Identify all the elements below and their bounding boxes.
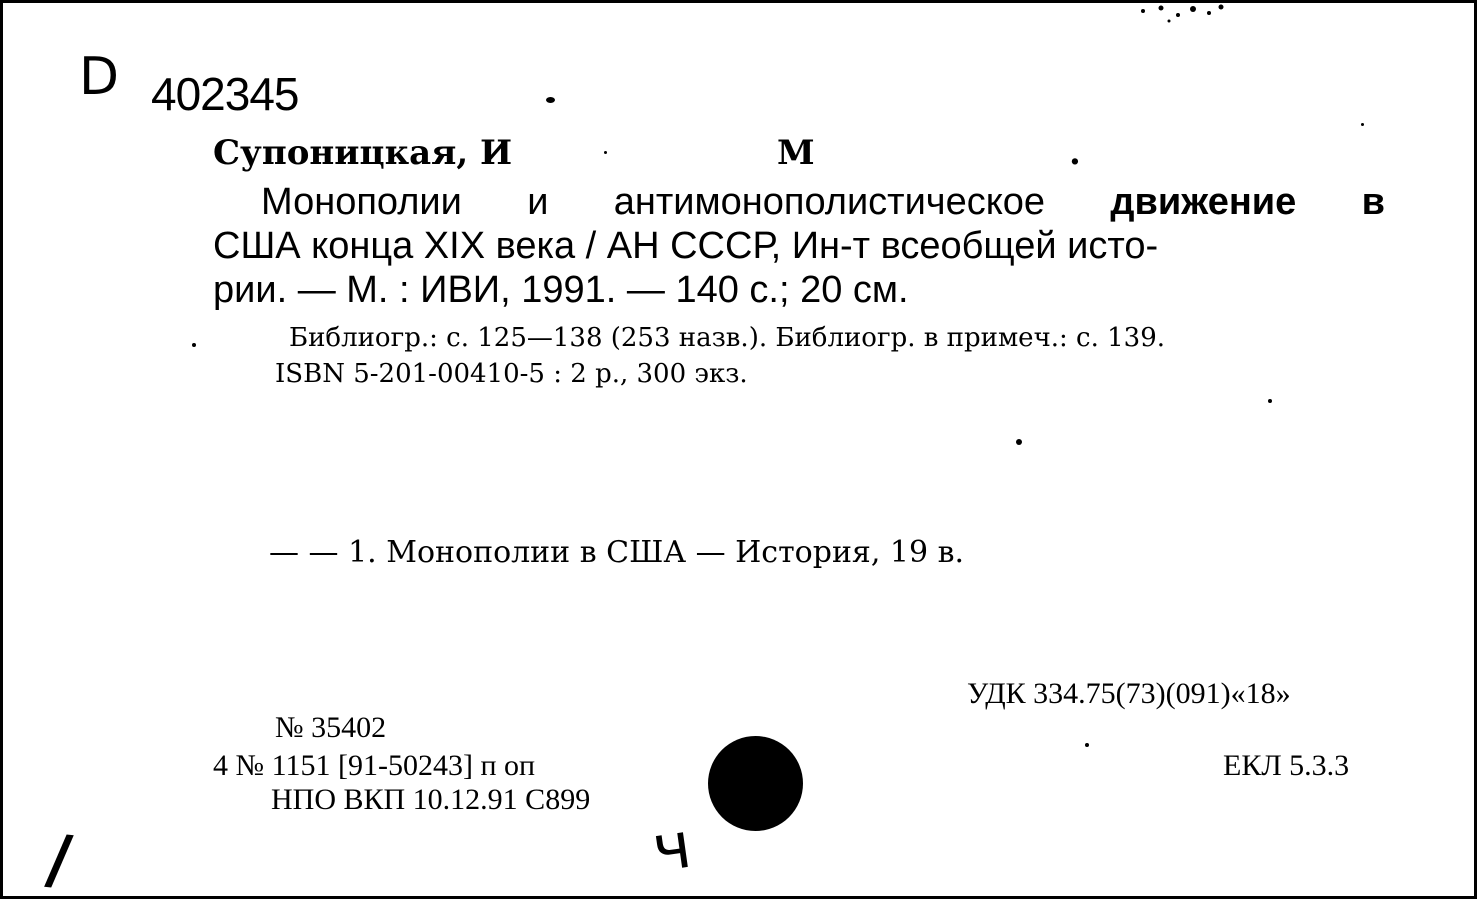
shelf-mark-number: 402345 <box>151 68 299 120</box>
speck <box>546 97 555 103</box>
speck <box>1361 123 1364 126</box>
speck <box>192 343 196 347</box>
title-word-3: антимонополистическое <box>613 181 1046 223</box>
handwritten-mark-left: / <box>43 819 76 899</box>
title-line-2: США конца XIX века / АН СССР, Ин-т всеобщей исто- <box>213 225 1159 267</box>
speck <box>604 151 607 154</box>
subject-heading: — — 1. Монополии в США — История, 19 в. <box>269 535 965 570</box>
speck <box>1268 399 1272 403</box>
accession-publisher: НПО ВКП 10.12.91 С899 <box>271 783 591 816</box>
punch-hole <box>708 736 803 831</box>
ekl-code: ЕКЛ 5.3.3 <box>1223 749 1350 782</box>
accession-number: № 35402 <box>275 711 387 744</box>
shelf-mark-letter: D <box>79 47 120 107</box>
title-line-3: рии. — М. : ИВИ, 1991. — 140 с.; 20 см. <box>213 269 909 311</box>
author-dot: . <box>1069 133 1081 173</box>
accession-record: 4 № 1151 [91-50243] п оп <box>213 749 536 782</box>
author-initial: М <box>777 133 815 173</box>
scan-noise <box>1123 3 1233 25</box>
title-word-2: и <box>527 181 549 223</box>
title-word-5: в <box>1361 181 1385 223</box>
isbn-note: ISBN 5-201-00410-5 : 2 р., 300 экз. <box>275 359 748 389</box>
title-word-1: Монополии <box>261 181 462 223</box>
title-word-4: движение <box>1110 181 1297 223</box>
speck <box>1016 439 1022 445</box>
author-surname: Супоницкая, И <box>213 133 513 173</box>
handwritten-mark-bottom: ч <box>648 808 696 888</box>
udk-code: УДК 334.75(73)(091)«18» <box>967 677 1291 710</box>
title-line-1 <box>261 181 1385 224</box>
speck <box>1085 743 1089 747</box>
bibliography-note: Библиогр.: с. 125—138 (253 назв.). Библиогр. в примеч.: с. 139. <box>289 323 1166 353</box>
